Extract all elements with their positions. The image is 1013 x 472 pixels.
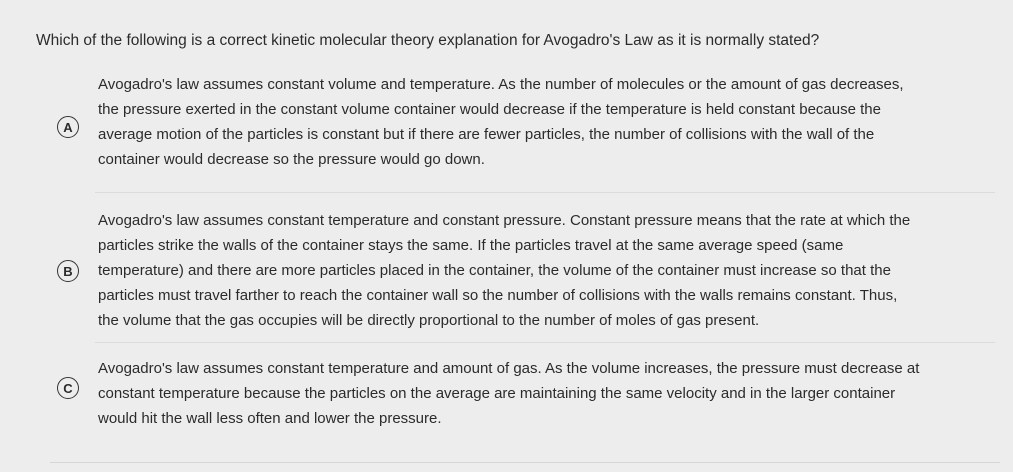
option-a-line: the pressure exerted in the constant volume container would decrease if the temperature is held constant because the [98,101,881,118]
option-b-line: particles strike the walls of the container stays the same. If the particles travel at the same average speed (same [98,237,844,254]
question-text: Which of the following is a correct kinetic molecular theory explanation for Avogadro's Law as it is normally stated? [36,32,820,49]
option-b-badge[interactable]: B [57,260,79,282]
option-c-line: constant temperature because the particles on the average are maintaining the same velocity and in the larger container [98,385,896,402]
option-c-badge[interactable]: C [57,377,79,399]
option-b-text [98,208,998,333]
option-c-line: would hit the wall less often and lower the pressure. [98,410,442,427]
bottom-divider [50,462,1000,463]
option-c-text [98,356,998,431]
option-b-line: particles must travel farther to reach the container wall so the number of collisions with the walls remains constant. Thus, [98,287,898,304]
option-c-line: Avogadro's law assumes constant temperature and amount of gas. As the volume increases, the pressure must decrease at [98,360,920,377]
option-a-badge[interactable]: A [57,116,79,138]
option-a-line: Avogadro's law assumes constant volume and temperature. As the number of molecules or the amount of gas decreases, [98,76,904,93]
option-divider [95,192,995,193]
option-b-line: the volume that the gas occupies will be directly proportional to the number of moles of gas present. [98,312,760,329]
answer-option-a[interactable] [24,72,994,182]
answer-option-c[interactable] [24,356,994,436]
answer-option-b[interactable] [24,208,994,338]
option-b-line: temperature) and there are more particles placed in the container, the volume of the container must increase so that the [98,262,891,279]
option-a-text [98,72,998,172]
option-divider [95,342,995,343]
option-a-line: container would decrease so the pressure would go down. [98,151,485,168]
option-b-line: Avogadro's law assumes constant temperature and constant pressure. Constant pressure means that the rate at which the [98,212,911,229]
option-a-line: average motion of the particles is constant but if there are fewer particles, the number of collisions with the wall of the [98,126,875,143]
